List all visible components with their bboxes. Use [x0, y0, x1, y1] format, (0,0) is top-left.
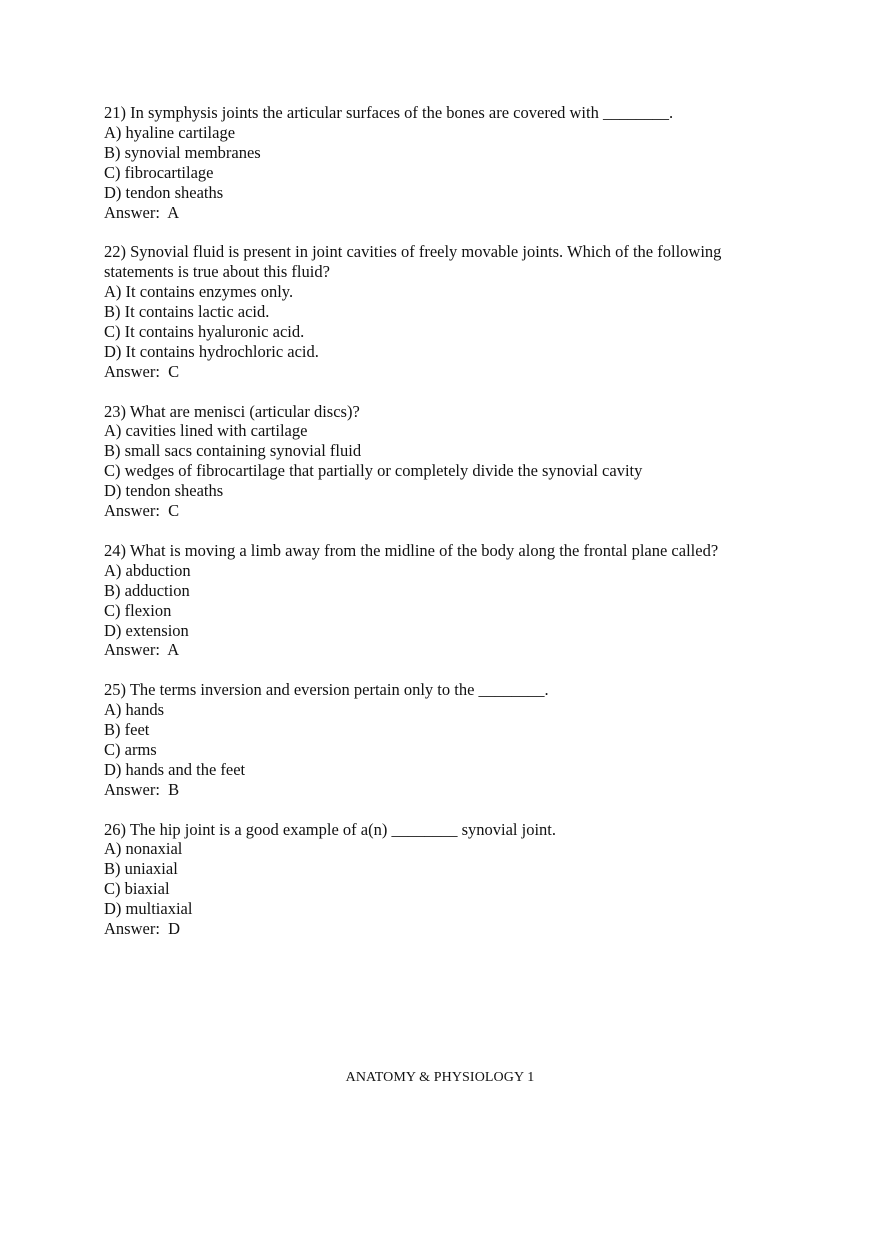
option-a: A) cavities lined with cartilage	[104, 421, 308, 441]
option-a: A) nonaxial	[104, 839, 183, 859]
answer-value: D	[168, 919, 181, 939]
option-b: B) uniaxial	[104, 859, 178, 879]
answer-value: A	[167, 640, 180, 660]
option-d: D) extension	[104, 620, 189, 640]
option-b: B) synovial membranes	[104, 142, 261, 162]
option-c: C) wedges of fibrocartilage that partially or completely divide the synovial cavity	[104, 461, 643, 481]
option-a: A) hyaline cartilage	[104, 122, 236, 142]
question-stem: 25) The terms inversion and eversion pertain only to the ________.	[104, 680, 549, 700]
option-d: D) multiaxial	[104, 899, 193, 919]
answer-line	[104, 203, 804, 223]
answer-value: C	[168, 501, 180, 521]
answer-line	[104, 640, 804, 660]
question-stem-continued: statements is true about this fluid?	[104, 262, 330, 282]
answer-value: A	[167, 202, 180, 222]
option-c: C) arms	[104, 739, 157, 759]
option-a: A) hands	[104, 700, 165, 720]
answer-line	[104, 780, 804, 800]
option-d: D) hands and the feet	[104, 759, 246, 779]
question-block	[104, 103, 804, 222]
answer-label: Answer:	[104, 501, 169, 521]
option-d: D) tendon sheaths	[104, 481, 224, 501]
option-c: C) fibrocartilage	[104, 162, 214, 182]
option-b: B) feet	[104, 720, 150, 740]
answer-line	[104, 919, 804, 939]
option-b: B) small sacs containing synovial fluid	[104, 441, 362, 461]
question-block	[104, 820, 804, 939]
answer-label: Answer:	[104, 919, 169, 939]
option-c: C) It contains hyaluronic acid.	[104, 321, 305, 341]
option-a: A) abduction	[104, 560, 191, 580]
question-stem: 21) In symphysis joints the articular surfaces of the bones are covered with ________.	[104, 103, 674, 122]
option-b: B) adduction	[104, 580, 190, 600]
option-d: D) tendon sheaths	[104, 182, 224, 202]
option-c: C) biaxial	[104, 879, 170, 899]
question-block	[104, 541, 804, 660]
question-list	[104, 103, 804, 959]
answer-line	[104, 362, 804, 382]
question-block	[104, 680, 804, 799]
answer-label: Answer:	[104, 640, 168, 660]
option-b: B) It contains lactic acid.	[104, 302, 270, 322]
answer-label: Answer:	[104, 361, 169, 381]
question-block	[104, 402, 804, 521]
option-c: C) flexion	[104, 600, 172, 620]
option-a: A) It contains enzymes only.	[104, 282, 294, 302]
question-stem: 23) What are menisci (articular discs)?	[104, 401, 360, 421]
page-footer: ANATOMY & PHYSIOLOGY 1	[345, 1070, 535, 1085]
question-stem: 22) Synovial fluid is present in joint cavities of freely movable joints. Which of the following	[104, 242, 722, 262]
answer-line	[104, 501, 804, 521]
answer-value: C	[168, 361, 180, 381]
question-stem: 24) What is moving a limb away from the midline of the body along the frontal plane called?	[104, 540, 719, 560]
option-d: D) It contains hydrochloric acid.	[104, 341, 319, 361]
answer-label: Answer:	[104, 202, 168, 222]
question-block	[104, 242, 804, 381]
question-stem: 26) The hip joint is a good example of a(n) ________ synovial joint.	[104, 819, 557, 839]
answer-label: Answer:	[104, 779, 169, 799]
answer-value: B	[168, 779, 180, 799]
